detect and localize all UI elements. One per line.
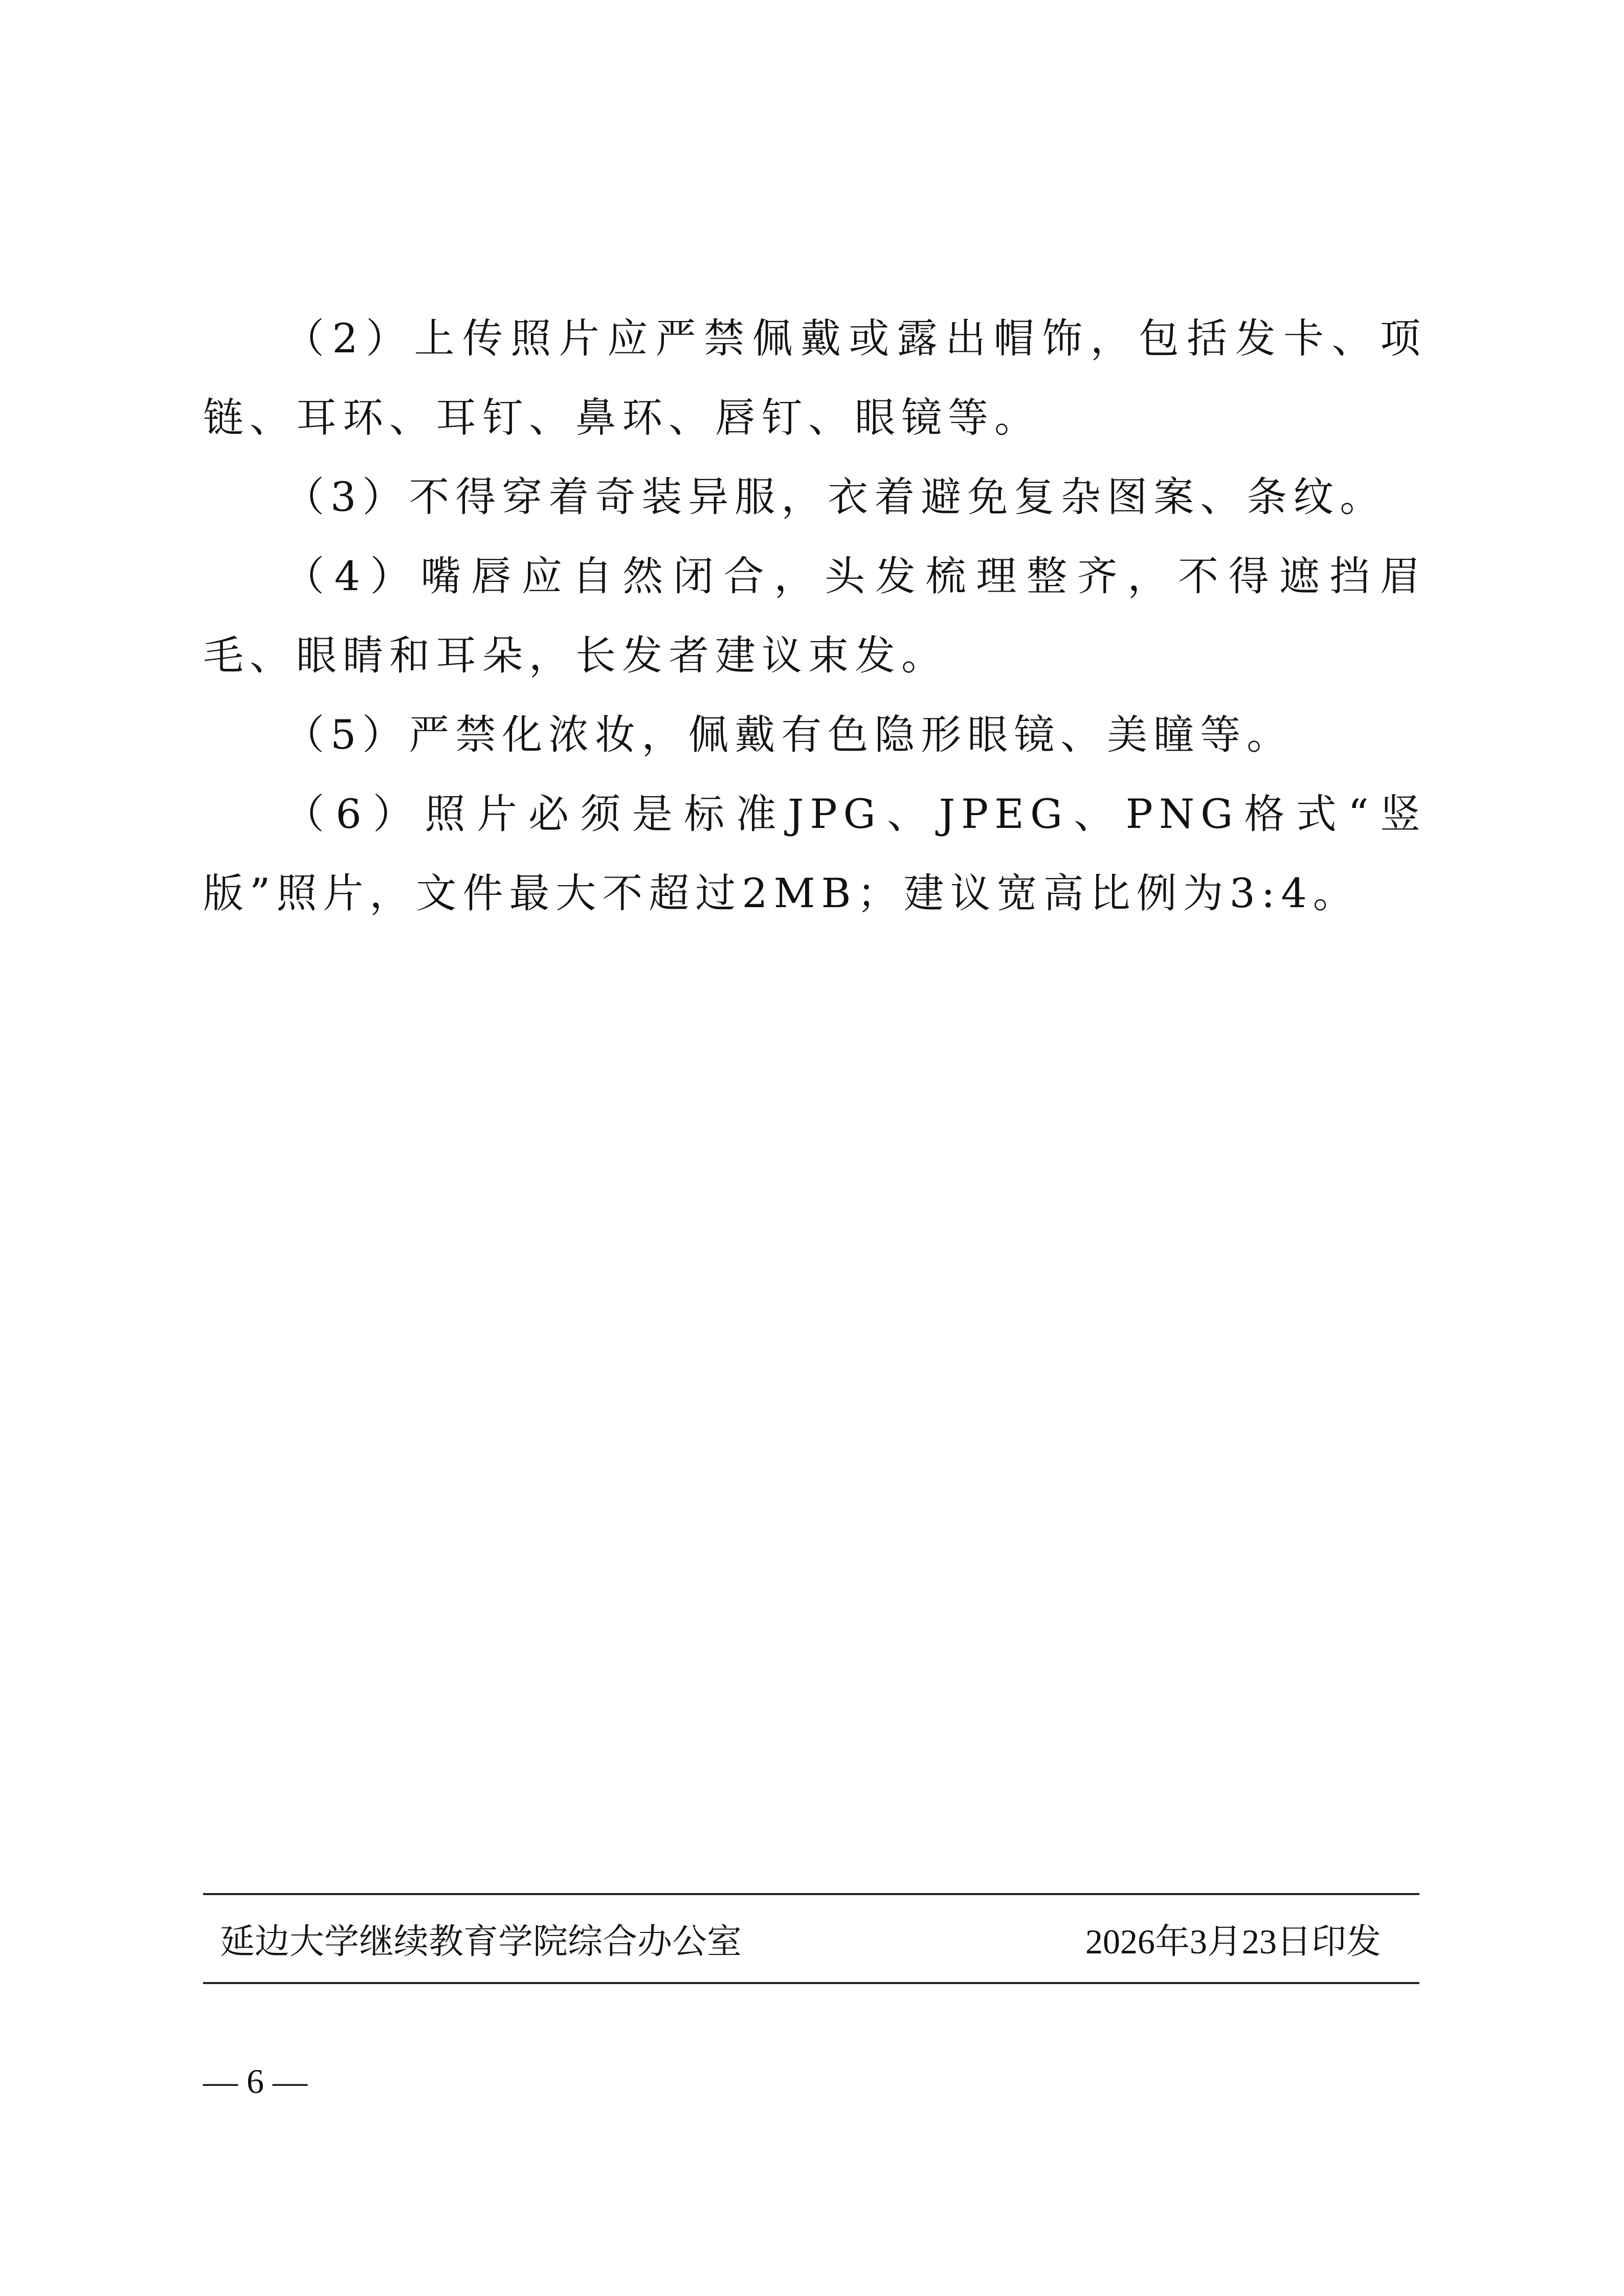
paragraph-item-4: （4）嘴唇应自然闭合，头发梳理整齐，不得遮挡眉毛、眼睛和耳朵，长发者建议束发。: [203, 553, 1427, 679]
page-number: — 6 —: [203, 2062, 307, 2101]
issuing-organization: 延边大学继续教育学院综合办公室: [220, 1922, 742, 1961]
paragraph-item-5: （5）严禁化浓妆，佩戴有色隐形眼镜、美瞳等。: [284, 711, 1294, 758]
issue-date: 2026年3月23日印发: [1085, 1922, 1381, 1961]
paragraph-item-3: （3）不得穿着奇装异服，衣着避免复杂图案、条纹。: [284, 474, 1387, 521]
footer-bottom-rule: [203, 1982, 1419, 1984]
footer-top-rule: [203, 1893, 1419, 1895]
document-body: [203, 299, 1427, 933]
paragraph-item-6: （6）照片必须是标准JPG、JPEG、PNG格式“竖版”照片，文件最大不超过2MB；建议宽高比例为3:4。: [203, 791, 1427, 917]
paragraph-item-2: （2）上传照片应严禁佩戴或露出帽饰，包括发卡、项链、耳环、耳钉、鼻环、唇钉、眼镜等。: [203, 315, 1427, 441]
